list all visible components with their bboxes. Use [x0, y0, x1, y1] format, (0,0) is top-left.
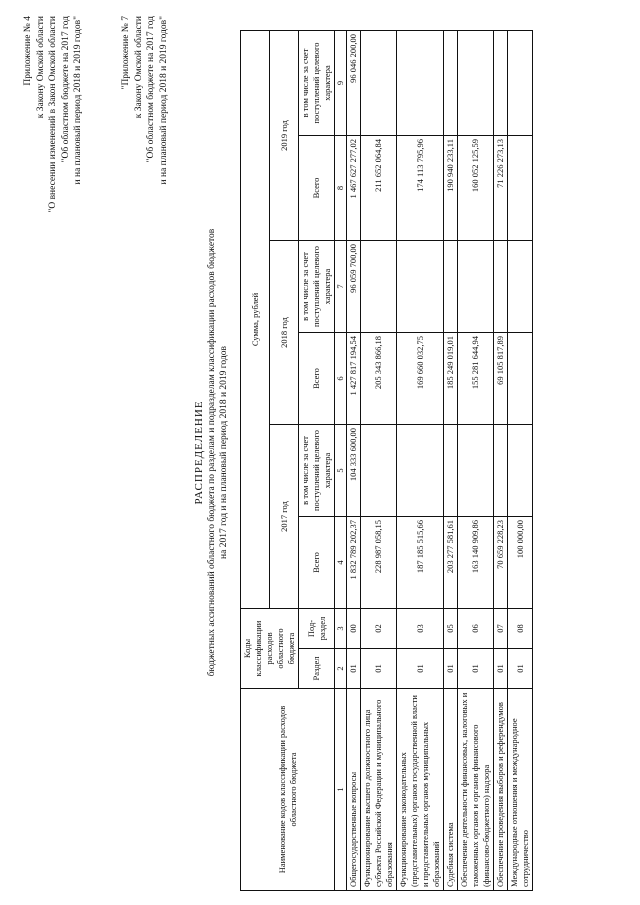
- row-section: 01: [361, 649, 397, 689]
- column-index: 4: [335, 517, 347, 609]
- row-name: Международные отношения и международное сотрудничество: [508, 689, 533, 891]
- row-targeted-2019: [458, 31, 494, 136]
- row-name: Обеспечение деятельности финансовых, налоговых и таможенных органов и органов финансового (финансово-бюджетного) надзора: [458, 689, 494, 891]
- column-index-row: [335, 31, 347, 891]
- annex-7-line: "Об областном бюджете на 2017 год: [146, 16, 156, 163]
- budget-allocation-table: [240, 30, 533, 891]
- row-targeted-2017: [458, 425, 494, 517]
- document-subtitle: бюджетных ассигнований областного бюджета по разделам и подразделам классификации расходов бюджетов: [207, 228, 217, 677]
- row-total-2018: 169 660 032,75: [397, 333, 444, 425]
- table-row: [508, 31, 533, 891]
- row-section: 01: [508, 649, 533, 689]
- column-index: 7: [335, 241, 347, 333]
- annex-4-line: Приложение № 4: [23, 16, 33, 86]
- row-subsection: 07: [494, 609, 508, 649]
- row-subsection: 00: [347, 609, 361, 649]
- header-year-2019: 2019 год: [270, 31, 299, 241]
- row-targeted-2019: [508, 31, 533, 136]
- header-targeted-2018: в том числе за счет поступлений целевого характера: [299, 241, 335, 333]
- row-name: Общегосударственные вопросы: [347, 689, 361, 891]
- row-total-2019: 71 226 273,13: [494, 136, 508, 241]
- row-total-2017: 228 987 058,15: [361, 517, 397, 609]
- row-targeted-2018: [397, 241, 444, 333]
- document-title: РАСПРЕДЕЛЕНИЕ: [193, 400, 205, 505]
- column-index: 6: [335, 333, 347, 425]
- annex-7-line: и на плановый период 2018 и 2019 годов": [158, 16, 169, 185]
- column-index: 3: [335, 609, 347, 649]
- row-total-2017: 1 832 789 202,37: [347, 517, 361, 609]
- column-index: 2: [335, 649, 347, 689]
- row-total-2018: [508, 333, 533, 425]
- row-section: 01: [347, 649, 361, 689]
- document-subtitle-period: на 2017 год и на плановый период 2018 и 2019 годов: [219, 346, 229, 559]
- row-subsection: 02: [361, 609, 397, 649]
- header-total-2018: Всего: [299, 333, 335, 425]
- row-targeted-2018: [361, 241, 397, 333]
- row-total-2019: 211 652 064,84: [361, 136, 397, 241]
- table-row: [361, 31, 397, 891]
- row-targeted-2019: 96 046 200,00: [347, 31, 361, 136]
- row-section: 01: [494, 649, 508, 689]
- row-targeted-2018: [458, 241, 494, 333]
- row-targeted-2017: [494, 425, 508, 517]
- header-row: [241, 31, 270, 891]
- row-targeted-2018: [494, 241, 508, 333]
- row-targeted-2019: [494, 31, 508, 136]
- annex-4-line: "О внесении изменений в Закон Омской области: [48, 16, 58, 213]
- table-row: [458, 31, 494, 891]
- annex-7-note: [120, 16, 170, 184]
- row-total-2019: 174 113 795,96: [397, 136, 444, 241]
- column-index: 5: [335, 425, 347, 517]
- annex-4-line: к Закону Омской области: [35, 16, 46, 119]
- annex-4-line: "Об областном бюджете на 2017 год: [60, 16, 71, 163]
- row-targeted-2017: [361, 425, 397, 517]
- header-total-2017: Всего: [299, 517, 335, 609]
- row-name: Функционирование законодательных (представительных) органов государственной власти и представительных органов муниципальных образований: [397, 689, 444, 891]
- column-index: 8: [335, 136, 347, 241]
- row-targeted-2019: [444, 31, 458, 136]
- row-subsection: 06: [458, 609, 494, 649]
- header-section: Раздел: [299, 649, 335, 689]
- row-total-2018: 155 281 644,94: [458, 333, 494, 425]
- row-targeted-2018: 96 059 700,00: [347, 241, 361, 333]
- table-row: [347, 31, 361, 891]
- row-targeted-2017: [508, 425, 533, 517]
- row-total-2019: 160 052 125,59: [458, 136, 494, 241]
- row-total-2018: 205 343 866,18: [361, 333, 397, 425]
- header-year-2017: 2017 год: [270, 425, 299, 609]
- row-subsection: 03: [397, 609, 444, 649]
- header-subsection: Под-раздел: [299, 609, 335, 649]
- header-sum: Сумма, рублей: [241, 31, 270, 609]
- row-total-2017: 163 140 909,86: [458, 517, 494, 609]
- column-index: 9: [335, 31, 347, 136]
- row-total-2017: 187 185 515,66: [397, 517, 444, 609]
- header-targeted-2017: в том числе за счет поступлений целевого характера: [299, 425, 335, 517]
- row-total-2018: 69 105 817,89: [494, 333, 508, 425]
- row-name: Функционирование высшего должностного лица субъекта Российской Федерации и муниципального образования: [361, 689, 397, 891]
- annex-7-line: "Приложение № 7: [121, 16, 131, 90]
- row-targeted-2018: [508, 241, 533, 333]
- header-targeted-2019: в том числе за счет поступлений целевого характера: [299, 31, 335, 136]
- row-targeted-2017: [444, 425, 458, 517]
- row-total-2018: 185 249 019,01: [444, 333, 458, 425]
- row-subsection: 05: [444, 609, 458, 649]
- row-section: 01: [397, 649, 444, 689]
- row-total-2019: [508, 136, 533, 241]
- row-total-2019: 190 940 233,11: [444, 136, 458, 241]
- row-total-2017: 100 000,00: [508, 517, 533, 609]
- header-total-2019: Всего: [299, 136, 335, 241]
- row-total-2019: 1 467 627 277,02: [347, 136, 361, 241]
- row-total-2018: 1 427 817 194,54: [347, 333, 361, 425]
- column-index: 1: [335, 689, 347, 891]
- row-total-2017: 70 659 228,23: [494, 517, 508, 609]
- header-codes: Коды классификации расходов областного бюджета: [241, 609, 299, 689]
- row-total-2017: 203 277 581,61: [444, 517, 458, 609]
- row-targeted-2019: [361, 31, 397, 136]
- row-name: Обеспечение проведения выборов и референдумов: [494, 689, 508, 891]
- row-name: Судебная система: [444, 689, 458, 891]
- document-title-block: [192, 0, 230, 905]
- row-section: 01: [444, 649, 458, 689]
- annex-7-line: к Закону Омской области: [133, 16, 144, 119]
- table-row: [397, 31, 444, 891]
- row-subsection: 08: [508, 609, 533, 649]
- row-targeted-2018: [444, 241, 458, 333]
- table-row: [444, 31, 458, 891]
- annex-4-line: и на плановый период 2018 и 2019 годов": [73, 16, 83, 185]
- row-targeted-2017: [397, 425, 444, 517]
- row-targeted-2019: [397, 31, 444, 136]
- header-year-2018: 2018 год: [270, 241, 299, 425]
- row-targeted-2017: 104 333 600,00: [347, 425, 361, 517]
- header-name: Наименование кодов классификации расходов областного бюджета: [241, 689, 335, 891]
- row-section: 01: [458, 649, 494, 689]
- annex-4-note: [22, 16, 85, 213]
- table-row: [494, 31, 508, 891]
